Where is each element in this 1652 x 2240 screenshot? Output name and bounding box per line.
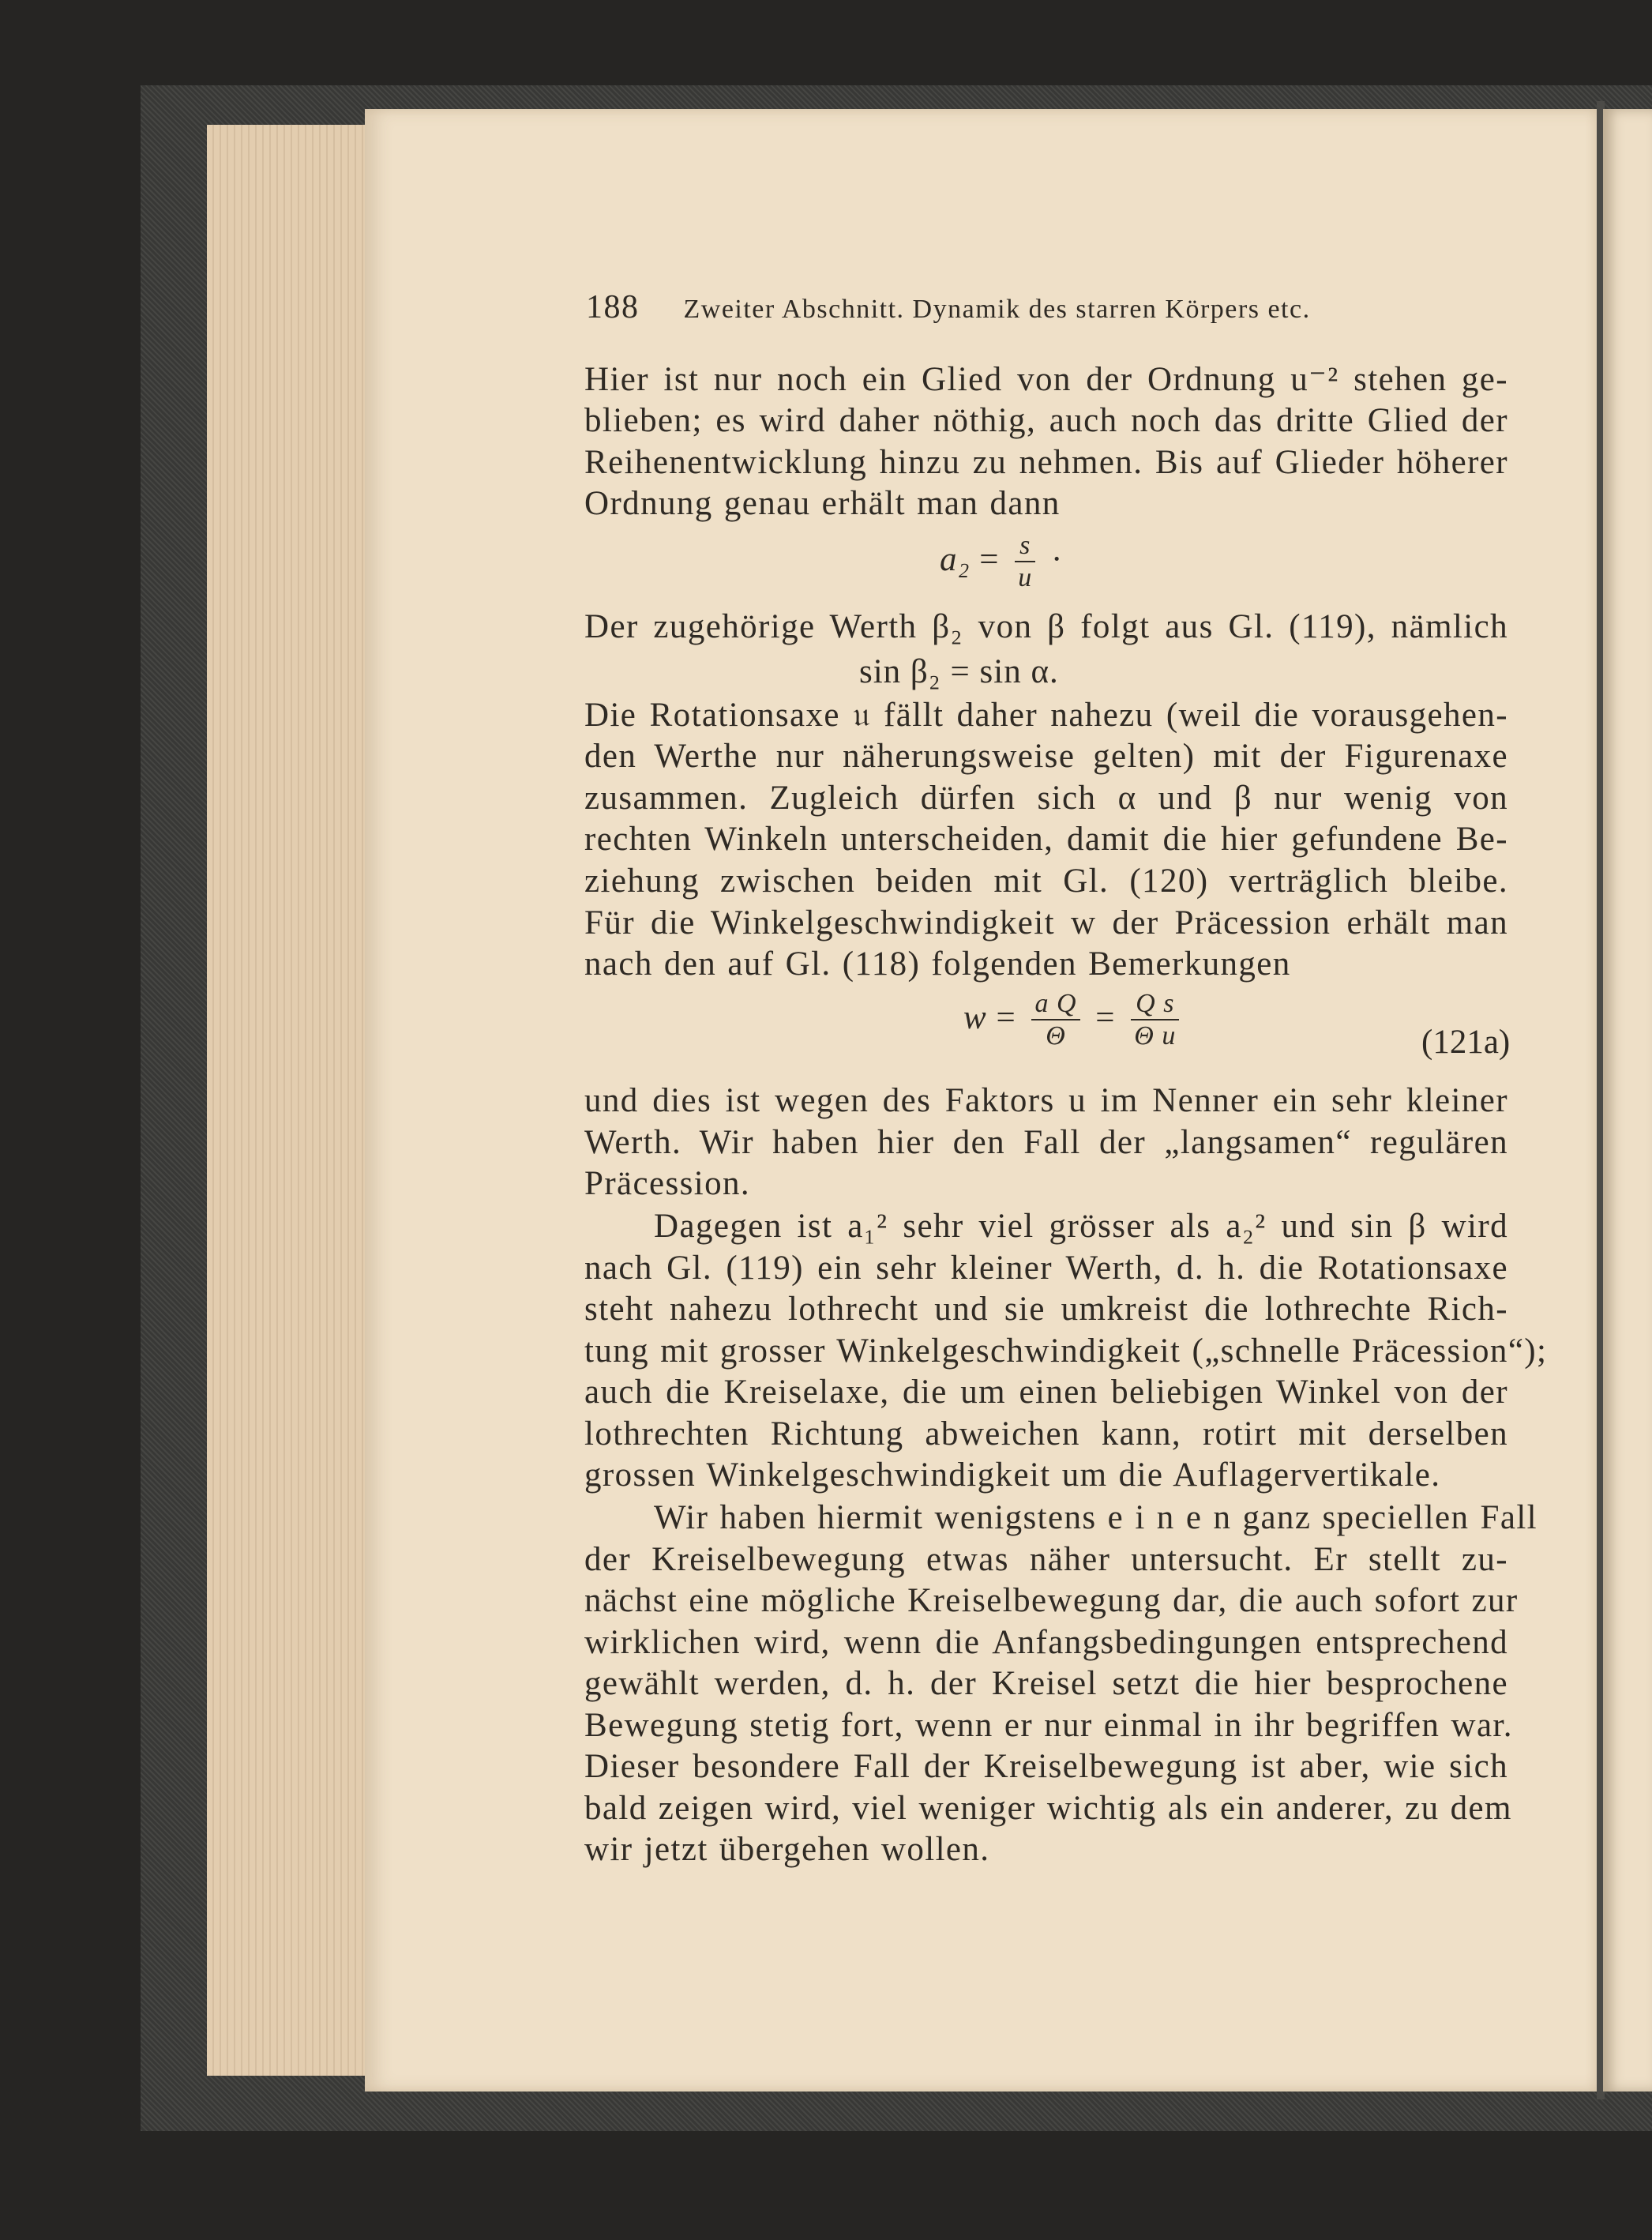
eq-relation: =	[1095, 998, 1116, 1036]
text-line: grossen Winkelgeschwindigkeit um die Auflagervertikale.	[584, 1456, 1441, 1494]
page-block-edge	[207, 125, 370, 2076]
text-line: der Kreiselbewegung etwas näher untersucht. Er stellt zu-	[584, 1541, 1508, 1578]
text-line: gewählt werden, d. h. der Kreisel setzt die hier besprochene	[584, 1665, 1508, 1702]
text-line: Präcession.	[584, 1165, 751, 1202]
text-line: Werth. Wir haben hier den Fall der „langsamen“ regulären	[584, 1124, 1508, 1161]
text-line: Dagegen ist a₁² sehr viel grösser als a₂² und sin β wird	[654, 1208, 1508, 1245]
text-line: den Werthe nur näherungsweise gelten) mit der Figurenaxe	[584, 738, 1508, 775]
text-line: zusammen. Zugleich dürfen sich α und β nur wenig von	[584, 780, 1508, 817]
text-line: Die Rotationsaxe 𝔲 fällt daher nahezu (weil die vorausgehen-	[584, 697, 1508, 734]
eq-relation: =	[979, 540, 1000, 578]
text-line: auch die Kreiselaxe, die um einen beliebigen Winkel von der	[584, 1374, 1508, 1411]
text-line: wir jetzt übergehen wollen.	[584, 1831, 990, 1868]
eq-lhs: a₂	[940, 540, 971, 578]
equation-121a	[963, 989, 1185, 1052]
eq-numerator: s	[1015, 531, 1035, 562]
eq-relation: =	[996, 998, 1016, 1036]
eq-denominator: Θ u	[1134, 1021, 1177, 1050]
text-line: Bewegung stetig fort, wenn er nur einmal in ihr begriffen war.	[584, 1707, 1513, 1744]
text-line: bald zeigen wird, viel weniger wichtig als ein anderer, zu dem	[584, 1790, 1512, 1827]
equation-a2	[940, 531, 1063, 594]
equation-number: (121a)	[1421, 1024, 1511, 1061]
eq-numerator: Q s	[1131, 989, 1179, 1020]
facing-page-edge	[1603, 109, 1652, 2092]
running-header	[586, 288, 1391, 326]
page-number: 188	[586, 289, 640, 325]
text-line: Dieser besondere Fall der Kreiselbewegung ist aber, wie sich	[584, 1748, 1508, 1785]
eq-fraction-1	[1031, 989, 1079, 1052]
text-line: nächst eine mögliche Kreiselbewegung dar, die auch sofort zur	[584, 1582, 1519, 1619]
text-line: tung mit grosser Winkelgeschwindigkeit („schnelle Präcession“);	[584, 1332, 1548, 1370]
text-line: Reihenentwicklung hinzu zu nehmen. Bis auf Glieder höherer	[584, 444, 1508, 481]
text-line: wirklichen wird, wenn die Anfangsbedingungen entsprechend	[584, 1624, 1508, 1661]
text-line: und dies ist wegen des Faktors u im Nenner ein sehr kleiner	[584, 1082, 1508, 1119]
eq-denominator: u	[1018, 563, 1033, 592]
text-line: rechten Winkeln unterscheiden, damit die hier gefundene Be-	[584, 821, 1508, 858]
text-line: lothrechten Richtung abweichen kann, rotirt mit derselben	[584, 1415, 1508, 1453]
eq-numerator: a Q	[1031, 989, 1079, 1020]
text-line: blieben; es wird daher nöthig, auch noch das dritte Glied der	[584, 402, 1508, 439]
text-line: Für die Winkelgeschwindigkeit w der Präcession erhält man	[584, 904, 1508, 941]
text-line: nach den auf Gl. (118) folgenden Bemerkungen	[584, 945, 1291, 983]
eq-fraction-2	[1131, 989, 1179, 1052]
text-line: Hier ist nur noch ein Glied von der Ordnung u⁻² stehen ge-	[584, 361, 1508, 398]
eq-denominator: Θ	[1046, 1021, 1066, 1050]
eq-lhs: w	[963, 998, 987, 1036]
eq-fraction	[1015, 531, 1035, 594]
running-title: Zweiter Abschnitt. Dynamik des starren Körpers etc.	[683, 295, 1311, 324]
text-line: Ordnung genau erhält man dann	[584, 485, 1061, 522]
text-line: nach Gl. (119) ein sehr kleiner Werth, d. h. die Rotationsaxe	[584, 1250, 1508, 1287]
eq-end: ·	[1050, 540, 1064, 578]
text-line: Wir haben hiermit wenigstens e i n e n ganz speciellen Fall	[654, 1499, 1538, 1536]
text-line: Der zugehörige Werth β₂ von β folgt aus Gl. (119), nämlich	[584, 608, 1508, 645]
text-line: ziehung zwischen beiden mit Gl. (120) verträglich bleibe.	[584, 863, 1508, 900]
equation-sin-beta: sin β₂ = sin α.	[859, 653, 1059, 690]
text-line: steht nahezu lothrecht und sie umkreist die lothrechte Rich-	[584, 1291, 1508, 1328]
